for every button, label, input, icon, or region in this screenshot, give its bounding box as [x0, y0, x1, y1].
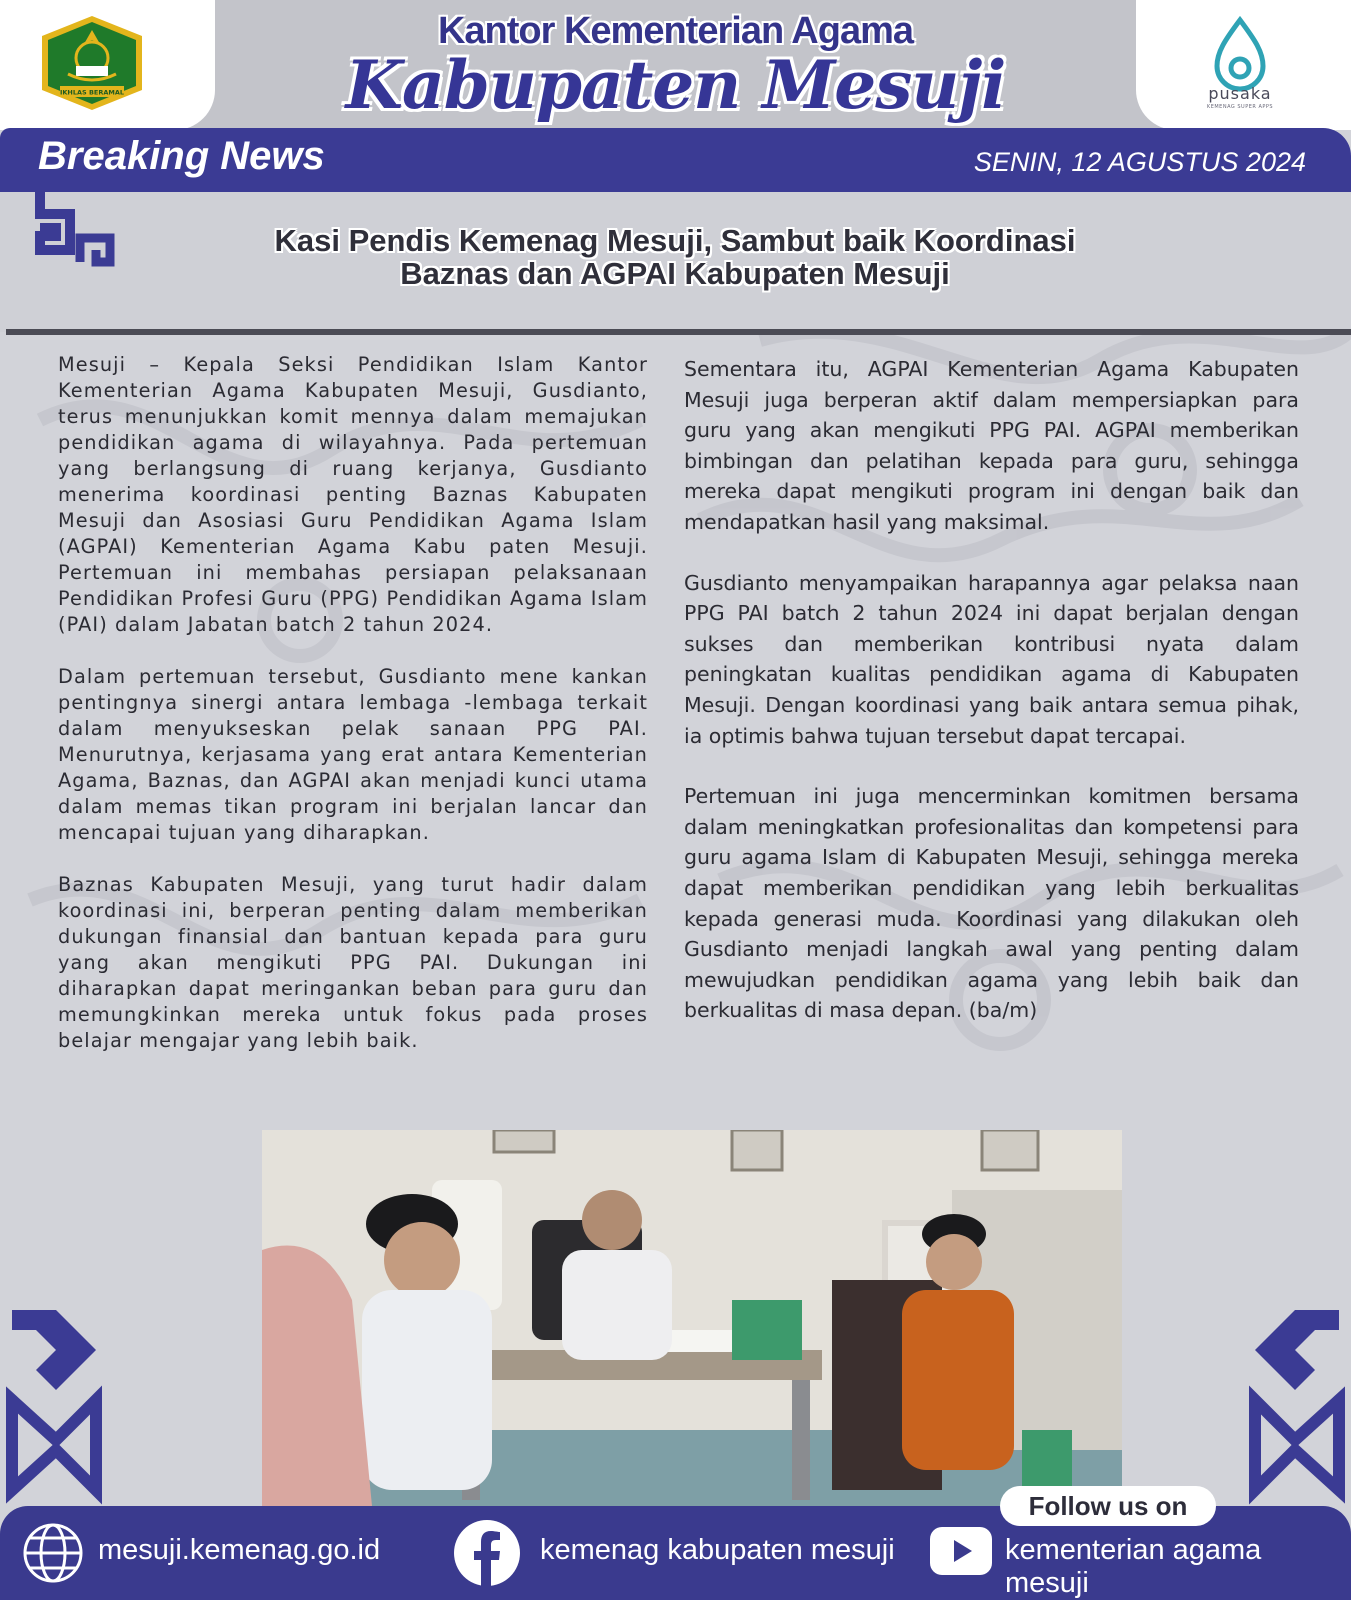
globe-icon — [22, 1522, 84, 1584]
corner-ornament-right-icon — [1249, 1300, 1345, 1510]
meeting-photo — [262, 1130, 1122, 1506]
headline — [150, 224, 1200, 290]
corner-ornament-left-icon — [6, 1300, 102, 1510]
paragraph: Sementara itu, AGPAI Kementerian Agama Kabupaten Mesuji juga berperan aktif dalam mempersiapkan para guru yang akan mengikuti PPG PAI. AGPAI memberikan bimbingan dan pelatihan kepada para guru, sehingga mereka dapat mengikuti program ini dengan baik dan mendapatkan hasil yang maksimal. — [684, 357, 1299, 534]
article-column-left — [58, 352, 648, 1080]
news-date: SENIN, 12 AGUSTUS 2024 — [973, 147, 1306, 177]
meeting-photo-illustration — [262, 1130, 1122, 1506]
title-ornament-icon — [30, 190, 120, 270]
headline-line-1: Kasi Pendis Kemenag Mesuji, Sambut baik Koordinasi — [274, 223, 1076, 258]
facebook-link[interactable]: kemenag kabupaten mesuji — [540, 1534, 895, 1566]
paragraph: Pertemuan ini juga mencerminkan komitmen bersama dalam meningkatkan profesionalitas dan kompetensi para guru agama Islam di Kabupaten Mesuji, sehingga mereka dapat memberikan pendidikan yang lebih berkualitas kepada generasi muda. Koordinasi yang dilakukan oleh Gusdianto menjadi langkah awal yang penting dalam mewujudkan pendidikan agama yang lebih baik dan berkualitas di masa depan. (ba/m) — [684, 784, 1299, 1023]
breaking-news-label: Breaking News — [38, 134, 325, 178]
paragraph: Mesuji – Kepala Seksi Pendidikan Islam Kantor Kementerian Agama Kabupaten Mesuji, Gusdianto, terus menunjukkan komit mennya dalam memajukan pendidikan agama di wilayahnya. Pada pertemuan yang berlangsung di ruang kerjanya, Gusdianto menerima koordinasi penting Baznas Kabupaten Mesuji dan Asosiasi Guru Pendidikan Agama Islam (AGPAI) Kementerian Agama Kabu paten Mesuji. Pertemuan ini membahas persiapan pelaksanaan Pendidikan Profesi Guru (PPG) Pendidikan Agama Islam (PAI) dalam Jabatan batch 2 tahun 2024. — [58, 353, 648, 636]
pusaka-name: pusaka — [1208, 84, 1272, 103]
headline-line-2: Baznas dan AGPAI Kabupaten Mesuji — [400, 256, 950, 291]
website-link[interactable]: mesuji.kemenag.go.id — [98, 1534, 381, 1566]
facebook-icon[interactable] — [452, 1518, 522, 1588]
youtube-link[interactable]: kementerian agama mesuji — [1005, 1534, 1262, 1599]
paragraph: Gusdianto menyampaikan harapannya agar pelaksa naan PPG PAI batch 2 tahun 2024 ini dapat berjalan dengan sukses dan memberikan kontribusi nyata dalam peningkatan kualitas pendidikan agama di Kabupaten Mesuji. Dengan koordinasi yang baik antara semua pihak, ia optimis bahwa tujuan tersebut dapat tercapai. — [684, 570, 1299, 748]
pusaka-tagline: KEMENAG SUPER APPS — [1206, 104, 1274, 110]
paragraph: Baznas Kabupaten Mesuji, yang turut hadir dalam koordinasi ini, berperan penting dalam memberikan dukungan finansial dan bantuan kepada para guru yang akan mengikuti PPG PAI. Dukungan ini diharapkan dapat meringankan beban para guru dan memungkinkan mereka untuk fokus pada proses belajar mengajar yang lebih baik. — [58, 873, 648, 1052]
kemenag-logo-icon — [38, 14, 146, 112]
youtube-icon[interactable] — [930, 1527, 992, 1575]
follow-us-label: Follow us on — [1000, 1486, 1216, 1526]
kemenag-logo-text: IKHLAS BERAMAL — [59, 88, 125, 97]
office-region: Kabupaten Mesuji — [345, 46, 1006, 124]
headline-divider — [6, 329, 1351, 335]
office-title: Kantor Kementerian Agama — [437, 10, 914, 52]
article-column-right — [684, 354, 1299, 1056]
paragraph: Dalam pertemuan tersebut, Gusdianto mene kankan pentingnya sinergi antara lembaga -lembaga terkait dalam menyukseskan pelak sanaan PPG PAI. Menurutnya, kerjasama yang erat antara Kementerian Agama, Baznas, dan AGPAI akan menjadi kunci utama dalam memas tikan program ini berjalan lancar dan mencapai tujuan yang diharapkan. — [58, 665, 648, 844]
